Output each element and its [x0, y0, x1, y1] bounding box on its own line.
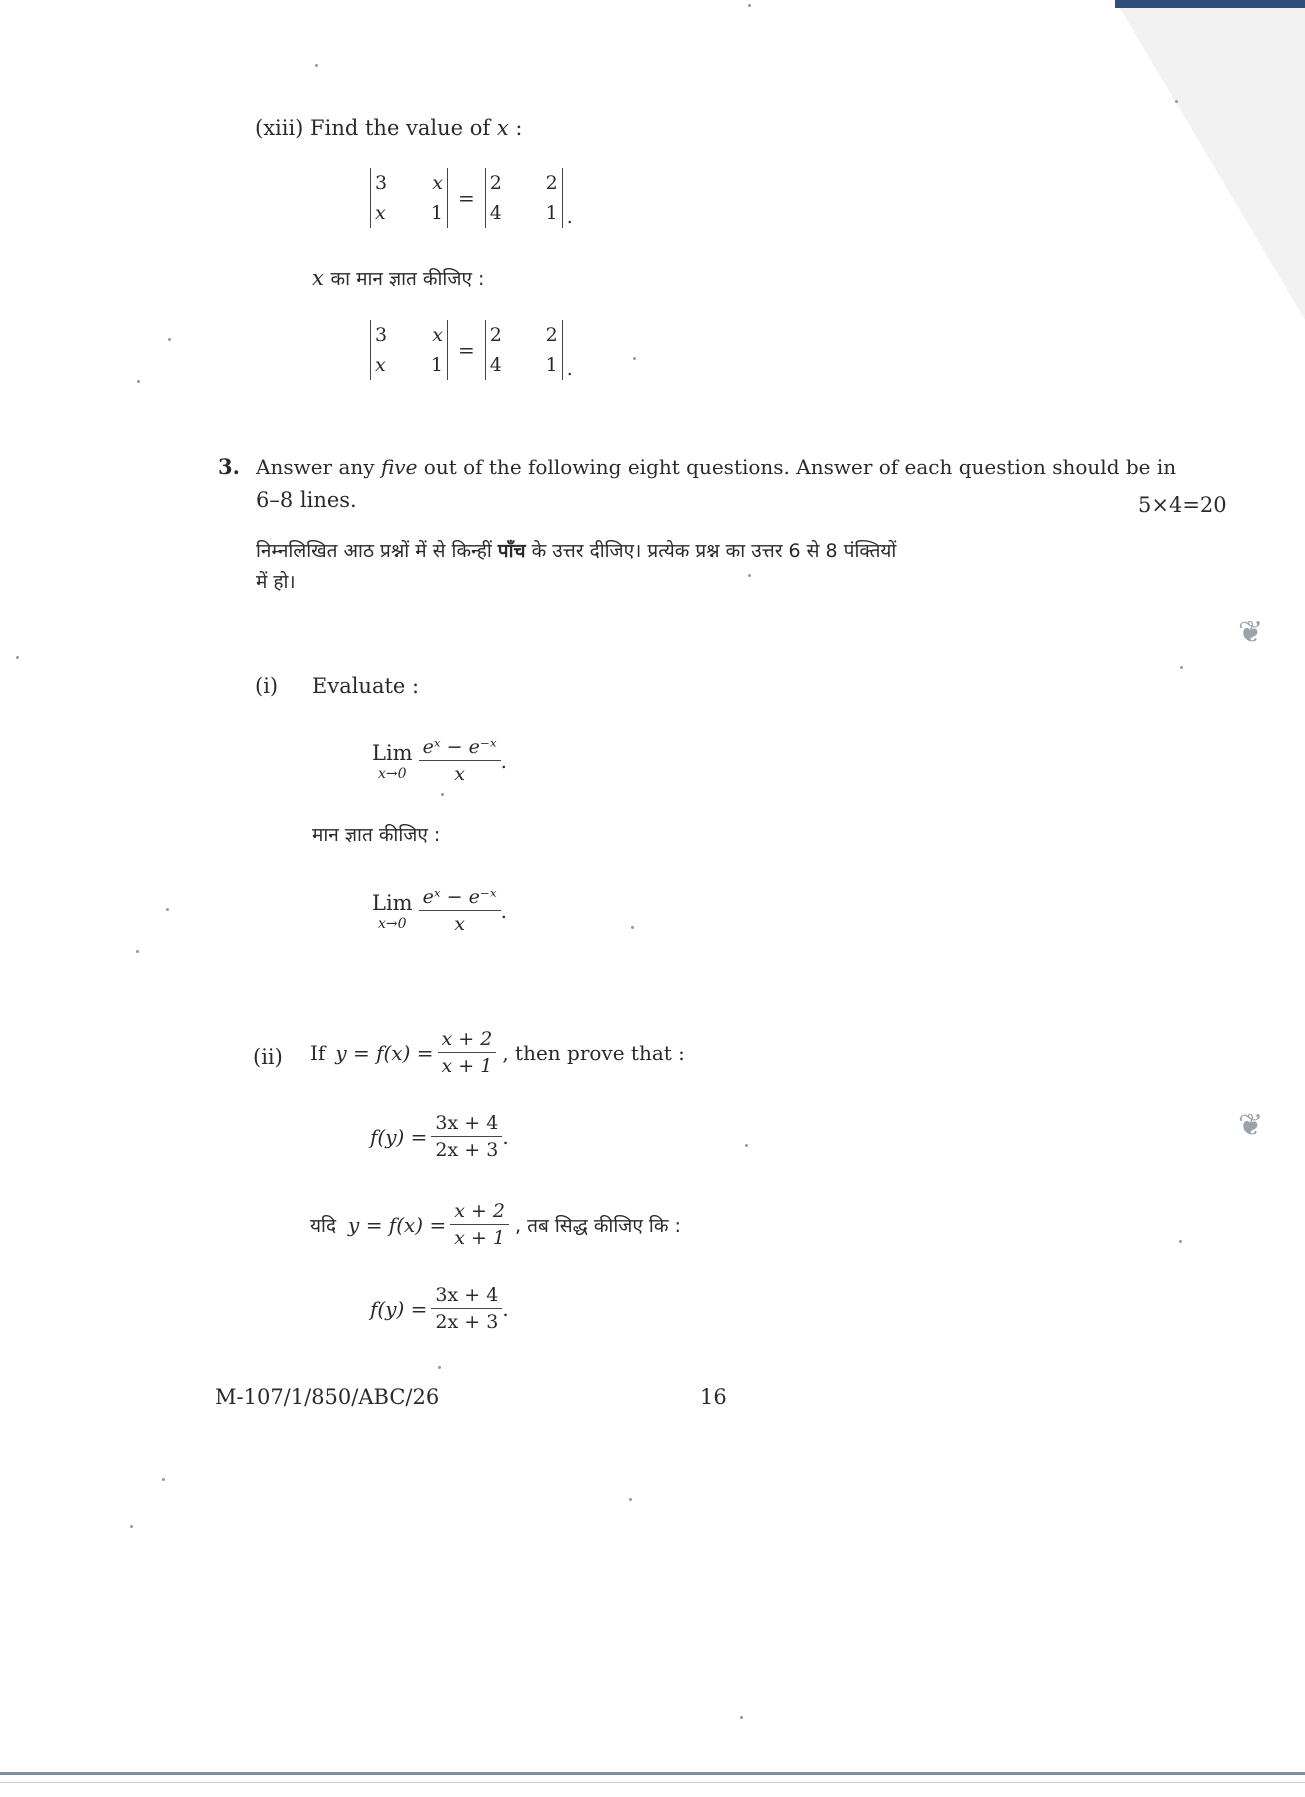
question-3-instruction-line2: 6–8 lines. [256, 488, 357, 512]
scan-speck [1175, 100, 1178, 103]
prove-fraction: $\frac{3x + 4}{2x + 3}$ [431, 1282, 502, 1335]
scan-speck [1180, 666, 1183, 669]
prove-fraction: $\frac{3x + 4}{2x + 3}$ [431, 1110, 502, 1163]
scan-speck [1179, 1240, 1182, 1243]
scan-speck [136, 950, 139, 953]
determinant-equation: 3 x x 1 = 2 2 4 1 . [370, 168, 573, 228]
determinant-left: 3 x x 1 [370, 168, 448, 228]
question-3-instruction: Answer any five out of the following eight questions. Answer of each question should be in [256, 455, 1177, 479]
question-3-hindi: निम्नलिखित आठ प्रश्नों में से किन्हीं पाँच के उत्तर दीजिए। प्रत्येक प्रश्न का उत्तर 6 से 8 पंक्तियों [256, 540, 897, 562]
function-fraction: $\frac{x + 2}{x + 1}$ [450, 1198, 509, 1251]
scan-speck [748, 574, 751, 577]
scan-speck [748, 4, 751, 7]
page-corner-edge [1115, 0, 1305, 8]
question-ii-label: (ii) [253, 1045, 283, 1069]
page-corner-fold [1115, 0, 1305, 320]
scan-speck [745, 1144, 748, 1147]
question-3-hindi-line2: में हो। [256, 571, 296, 593]
marks-allocation: 5×4=20 [1138, 493, 1227, 517]
scan-speck [16, 656, 19, 659]
scan-bottom-edge [0, 1772, 1305, 1775]
prove-expression-hindi: f(y) = $\frac{3x + 4}{2x + 3}$ . [370, 1284, 509, 1333]
scan-speck [633, 357, 636, 360]
question-xiii-label: (xiii) Find the value of x : [255, 116, 523, 140]
question-xiii-hindi: x का मान ज्ञात कीजिए : [312, 266, 485, 290]
determinant-right: 2 2 4 1 [485, 320, 563, 380]
staple-mark-icon: ❦ [1238, 615, 1264, 650]
determinant-equation-hindi: 3 x x 1 = 2 2 4 1 . [370, 320, 573, 380]
scan-speck [166, 908, 169, 911]
function-fraction: $\frac{x + 2}{x + 1}$ [438, 1026, 497, 1079]
scan-speck [137, 380, 140, 383]
scan-speck [130, 1525, 133, 1528]
scan-speck [162, 1478, 165, 1481]
scan-bottom-edge-line [0, 1782, 1305, 1783]
limit-expression-hindi: Lim x→0 $\frac{\text{eˣ − e⁻ˣ}}{x}$ . [372, 886, 507, 935]
scan-speck [631, 926, 634, 929]
limit-fraction: $\frac{\text{eˣ − e⁻ˣ}}{x}$ [419, 884, 501, 937]
prove-expression: f(y) = $\frac{3x + 4}{2x + 3}$ . [370, 1112, 509, 1161]
limit-fraction: $\frac{\text{eˣ − e⁻ˣ}}{x}$ [419, 734, 501, 787]
scan-speck [438, 1366, 441, 1369]
paper-code: M-107/1/850/ABC/26 [215, 1385, 440, 1409]
limit-operator: Lim x→0 [372, 890, 413, 932]
staple-mark-icon: ❦ [1238, 1108, 1264, 1143]
question-i-label: (i) [255, 674, 279, 698]
question-ii-hindi-statement: यदि y = f(x) = $\frac{x + 2}{x + 1}$ , तब सिद्ध कीजिए कि : [310, 1200, 681, 1249]
page-number: 16 [700, 1385, 727, 1409]
question-ii-statement: If y = f(x) = $\frac{x + 2}{x + 1}$ , then prove that : [310, 1028, 685, 1077]
limit-operator: Lim x→0 [372, 740, 413, 782]
determinant-right: 2 2 4 1 [485, 168, 563, 228]
scan-speck [168, 338, 171, 341]
scan-speck [315, 64, 318, 67]
limit-expression: Lim x→0 $\frac{\text{eˣ − e⁻ˣ}}{x}$ . [372, 736, 507, 785]
question-i-text: Evaluate : [312, 674, 420, 698]
question-i-hindi: मान ज्ञात कीजिए : [312, 824, 441, 846]
question-3-number: 3. [218, 454, 240, 479]
scan-speck [441, 793, 444, 796]
scan-speck [629, 1498, 632, 1501]
determinant-left: 3 x x 1 [370, 320, 448, 380]
scan-speck [740, 1716, 743, 1719]
